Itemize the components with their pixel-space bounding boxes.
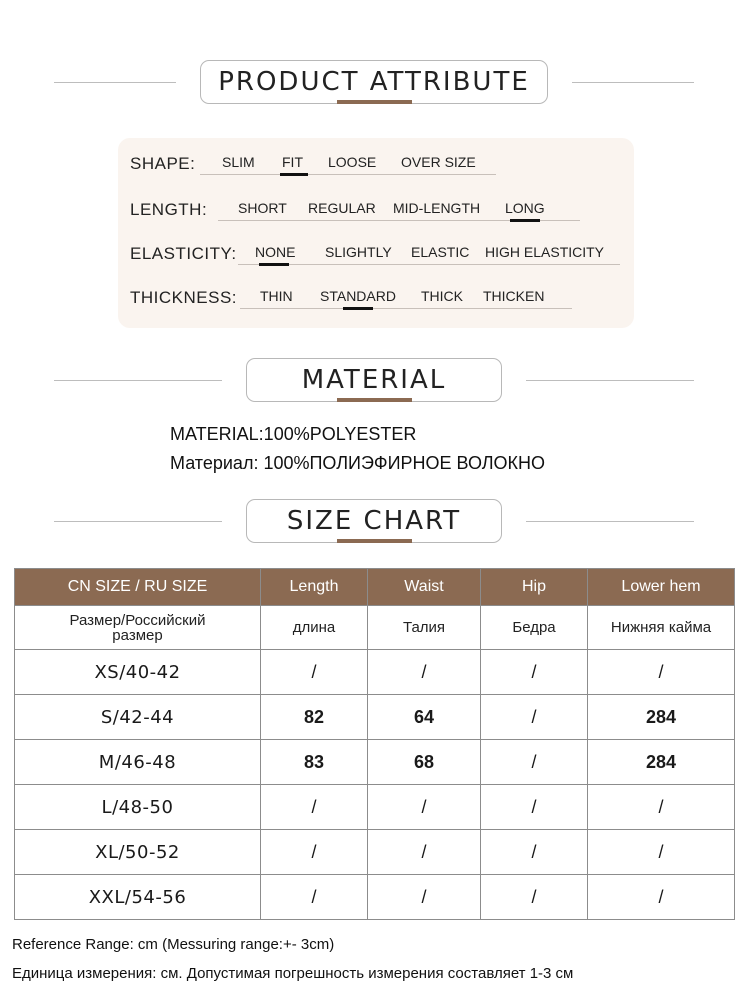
attribute-row-elasticity <box>118 241 634 271</box>
title-accent-bar <box>337 100 412 104</box>
option-underline <box>200 174 496 175</box>
hip-cell: / <box>481 875 588 920</box>
option-slim: SLIM <box>222 154 255 170</box>
lower-hem-cell: / <box>588 650 735 695</box>
section-title-box <box>246 499 502 543</box>
option-loose: LOOSE <box>328 154 377 170</box>
material-text-en: MATERIAL:100%POLYESTER <box>170 424 417 444</box>
table-row <box>15 785 735 830</box>
attribute-label: THICKNESS: <box>130 288 238 307</box>
size-section-header <box>0 499 750 545</box>
size-chart-table <box>14 568 735 920</box>
waist-cell: / <box>368 785 481 830</box>
header-hip: Hip <box>481 569 588 606</box>
attribute-label: LENGTH: <box>130 200 208 219</box>
length-cell: / <box>261 785 368 830</box>
divider-right <box>526 521 694 522</box>
table-row <box>15 830 735 875</box>
section-title-box <box>200 60 548 104</box>
length-cell: / <box>261 875 368 920</box>
size-cell: L/48-50 <box>15 785 261 830</box>
option-standard: STANDARD <box>320 288 396 304</box>
waist-cell: / <box>368 650 481 695</box>
size-cell: XL/50-52 <box>15 830 261 875</box>
divider-right <box>572 82 694 83</box>
option-mid-length: MID-LENGTH <box>393 200 481 216</box>
size-section-title: SIZE CHART <box>286 506 462 536</box>
option-underline <box>240 308 572 309</box>
table-row <box>15 875 735 920</box>
attribute-panel <box>118 138 634 328</box>
attribute-label: ELASTICITY: <box>130 244 237 263</box>
header-lower-hem: Lower hem <box>588 569 735 606</box>
reference-range-note-en: Reference Range: cm (Messuring range:+- 3cm) <box>12 936 335 953</box>
size-cell: S/42-44 <box>15 695 261 740</box>
attribute-row-thickness <box>118 286 634 316</box>
attribute-row-shape <box>118 152 634 182</box>
reference-range-note-ru: Единица измерения: см. Допустимая погрешность измерения составляет 1-3 см <box>12 965 574 982</box>
lower-hem-cell: 284 <box>588 695 735 740</box>
material-text-ru: Материал: 100%ПОЛИЭФИРНОЕ ВОЛОКНО <box>170 453 546 473</box>
subheader-lower-hem: Нижняя кайма <box>588 606 735 650</box>
hip-cell: / <box>481 785 588 830</box>
title-accent-bar <box>337 398 412 402</box>
option-regular: REGULAR <box>308 200 376 216</box>
divider-left <box>54 82 176 83</box>
table-subheader-row <box>15 606 735 650</box>
option-thin: THIN <box>260 288 293 304</box>
lower-hem-cell: 284 <box>588 740 735 785</box>
selected-marker <box>510 219 540 222</box>
size-cell: XS/40-42 <box>15 650 261 695</box>
subheader-hip: Бедра <box>481 606 588 650</box>
lower-hem-cell: / <box>588 875 735 920</box>
lower-hem-cell: / <box>588 785 735 830</box>
waist-cell: 68 <box>368 740 481 785</box>
length-cell: / <box>261 830 368 875</box>
option-short: SHORT <box>238 200 287 216</box>
option-fit: FIT <box>282 154 303 170</box>
header-waist: Waist <box>368 569 481 606</box>
length-cell: 83 <box>261 740 368 785</box>
attribute-label: SHAPE: <box>130 154 196 173</box>
option-thicken: THICKEN <box>483 288 545 304</box>
table-row <box>15 695 735 740</box>
material-section-header <box>0 358 750 404</box>
size-cell: XXL/54-56 <box>15 875 261 920</box>
selected-marker <box>343 307 373 310</box>
option-high-elasticity: HIGH ELASTICITY <box>485 244 605 260</box>
size-cell: M/46-48 <box>15 740 261 785</box>
hip-cell: / <box>481 740 588 785</box>
divider-left <box>54 521 222 522</box>
hip-cell: / <box>481 830 588 875</box>
title-accent-bar <box>337 539 412 543</box>
header-cn-ru-size: CN SIZE / RU SIZE <box>15 569 261 606</box>
waist-cell: 64 <box>368 695 481 740</box>
waist-cell: / <box>368 830 481 875</box>
length-cell: 82 <box>261 695 368 740</box>
option-elastic: ELASTIC <box>411 244 470 260</box>
subheader-size: Размер/Российский размер <box>15 606 261 650</box>
section-title-box <box>246 358 502 402</box>
option-slightly: SLIGHTLY <box>325 244 392 260</box>
attribute-section-title: PRODUCT ATTRIBUTE <box>218 67 530 97</box>
option-over-size: OVER SIZE <box>401 154 476 170</box>
table-header-row <box>15 569 735 606</box>
subheader-length: длина <box>261 606 368 650</box>
table-row <box>15 740 735 785</box>
hip-cell: / <box>481 695 588 740</box>
length-cell: / <box>261 650 368 695</box>
lower-hem-cell: / <box>588 830 735 875</box>
divider-left <box>54 380 222 381</box>
selected-marker <box>280 173 308 176</box>
hip-cell: / <box>481 650 588 695</box>
divider-right <box>526 380 694 381</box>
attribute-row-length <box>118 197 634 227</box>
attribute-section-header <box>0 60 750 106</box>
waist-cell: / <box>368 875 481 920</box>
material-section-title: MATERIAL <box>301 365 447 395</box>
table-row <box>15 650 735 695</box>
option-none: NONE <box>255 244 296 260</box>
option-thick: THICK <box>421 288 463 304</box>
option-long: LONG <box>505 200 545 216</box>
selected-marker <box>259 263 289 266</box>
header-length: Length <box>261 569 368 606</box>
subheader-waist: Талия <box>368 606 481 650</box>
option-underline <box>238 264 620 265</box>
